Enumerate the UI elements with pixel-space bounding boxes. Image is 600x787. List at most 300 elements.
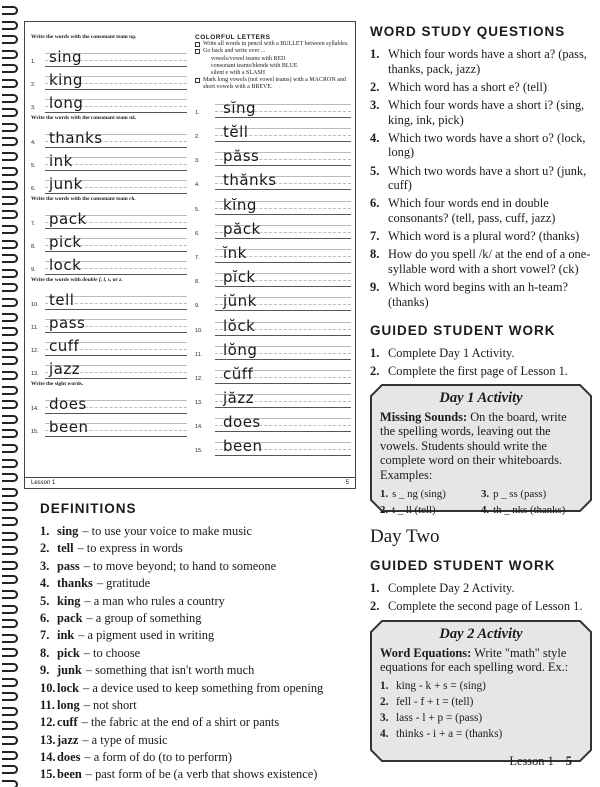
row-number: 2. — [31, 82, 36, 88]
handwriting-row — [31, 171, 191, 194]
row-number: 8. — [195, 279, 200, 286]
example-item — [481, 504, 582, 516]
handwritten-word: ink — [49, 152, 73, 170]
definition-text: – a form of do (to to perform) — [84, 750, 233, 765]
handwriting-row — [195, 166, 355, 190]
guided-work-item — [370, 346, 592, 361]
spiral-coil — [2, 473, 18, 482]
item-text: Which word is a plural word? (thanks) — [388, 229, 580, 244]
handwritten-word: been — [223, 437, 263, 456]
handwriting-row — [31, 148, 191, 171]
handwriting-row — [31, 206, 191, 229]
example-number: 4. — [380, 727, 389, 740]
day2-activity-body: Word Equations: Write "math" style equations for each spelling word. Ex.: — [380, 645, 569, 675]
example-item — [481, 488, 582, 500]
definition-word: cuff — [57, 715, 78, 730]
handwritten-word: jŭnk — [223, 292, 257, 311]
colorful-subitem: consonant teams/blends with BLUE — [211, 62, 298, 69]
spiral-coil — [2, 79, 18, 88]
spiral-coil — [2, 123, 18, 132]
spiral-binding — [0, 0, 22, 787]
definition-text: – a device used to keep something from opening — [83, 680, 324, 695]
spiral-coil — [2, 342, 18, 351]
spiral-coil — [2, 692, 18, 701]
definition-word: lock — [57, 680, 80, 695]
spiral-coil — [2, 429, 18, 438]
spiral-coil — [2, 94, 18, 103]
section-instruction — [31, 196, 191, 202]
spiral-coil — [2, 298, 18, 307]
question-item — [370, 47, 592, 76]
handwritten-word: does — [49, 395, 87, 413]
definition-text: – a pigment used in writing — [78, 628, 215, 643]
definition-item — [40, 715, 360, 730]
instruction-text: Write the words with the consonant team — [31, 115, 128, 121]
spiral-coil — [2, 532, 18, 541]
item-number: 6. — [40, 610, 50, 625]
handwriting-row — [195, 94, 355, 118]
item-text: Complete the first page of Lesson 1. — [388, 364, 568, 379]
item-number: 5. — [40, 593, 50, 608]
item-text: Which two words have a short o? (lock, long) — [388, 130, 586, 160]
definition-text: – past form of be (a verb that shows existence) — [85, 767, 318, 782]
day2-examples — [380, 680, 582, 740]
definition-item — [40, 628, 360, 643]
row-number: 3. — [195, 158, 200, 165]
handwritten-word: sing — [49, 48, 83, 66]
handwriting-row — [195, 142, 355, 166]
definition-item — [40, 594, 360, 609]
spiral-coil — [2, 21, 18, 30]
handwritten-word: thanks — [49, 129, 103, 147]
definition-text: – to use your voice to make music — [82, 524, 253, 538]
item-number: 5. — [370, 163, 380, 178]
instruction-emphasis: nk. — [129, 115, 137, 121]
colorful-letters-title: COLORFUL LETTERS — [195, 34, 271, 41]
item-number: 12. — [40, 715, 56, 730]
handwritten-word: ĭnk — [223, 243, 247, 262]
checkbox-icon — [195, 49, 200, 54]
handwritten-word: pick — [49, 233, 82, 251]
handwriting-row — [195, 215, 355, 239]
item-number: 6. — [370, 196, 380, 211]
page-footer — [509, 754, 572, 769]
definition-text: – a type of music — [82, 732, 168, 747]
word-study-questions — [370, 47, 592, 309]
day1-examples — [380, 488, 582, 516]
item-number: 1. — [40, 524, 50, 538]
spiral-coil — [2, 502, 18, 511]
handwritten-word: junk — [49, 175, 83, 193]
handwritten-word: lŏng — [223, 340, 258, 359]
row-number: 5. — [31, 163, 36, 169]
spiral-coil — [2, 64, 18, 73]
item-number: 13. — [40, 732, 56, 747]
definition-text: – to choose — [83, 645, 141, 660]
handwriting-row — [31, 125, 191, 148]
definition-item — [40, 611, 360, 626]
colorful-subitem: vowels/vowel teams with RED — [211, 55, 286, 62]
spiral-coil — [2, 648, 18, 657]
definition-text: – to move beyond; to hand to someone — [83, 558, 277, 573]
example-text: thinks - i + a = (thanks) — [396, 727, 503, 740]
item-text: Which word has a short e? (tell) — [388, 79, 547, 94]
example-text: lass - l + p = (pass) — [396, 711, 483, 724]
definition-word: pack — [57, 610, 83, 625]
item-number: 1. — [370, 346, 380, 361]
guided-work-title: GUIDED STUDENT WORK — [370, 323, 556, 339]
instruction-text: Write the words with — [31, 277, 81, 283]
guided-work-list — [370, 581, 592, 614]
definitions-title: DEFINITIONS — [40, 501, 137, 516]
row-number: 4. — [31, 140, 36, 146]
question-item — [370, 196, 592, 225]
example-number: 3. — [380, 711, 389, 724]
row-number: 15. — [31, 429, 39, 435]
item-number: 8. — [40, 645, 50, 660]
spiral-coil — [2, 415, 18, 424]
item-number: 3. — [370, 97, 380, 112]
spiral-coil — [2, 327, 18, 336]
definition-item — [40, 646, 360, 661]
example-item — [380, 712, 582, 724]
definition-text: – something that isn't worth much — [85, 663, 255, 678]
item-number: 7. — [370, 229, 380, 244]
instruction-text: Write the sight words. — [31, 381, 84, 387]
section-instruction — [31, 277, 191, 283]
item-number: 2. — [370, 364, 380, 379]
word-study-title: WORD STUDY QUESTIONS — [370, 24, 566, 39]
definition-word: pass — [57, 558, 80, 573]
handwritten-word: tĕll — [223, 123, 249, 141]
handwriting-row — [31, 44, 191, 67]
colorful-subitem: silent e with a SLASH — [211, 70, 265, 77]
marked-word-rows — [195, 94, 355, 457]
handwritten-word: lock — [49, 256, 82, 274]
definition-item — [40, 733, 360, 748]
item-number: 15. — [40, 767, 56, 782]
definition-item — [40, 698, 360, 713]
definition-word: junk — [57, 663, 82, 678]
item-text: Which two words have a short u? (junk, cuff) — [388, 163, 587, 193]
day1-activity-box — [370, 384, 592, 517]
handwritten-word: pĭck — [223, 268, 256, 287]
example-text: s _ ng (sing) — [392, 488, 446, 501]
instruction-text: Write the words with the consonant team — [31, 196, 128, 202]
definition-item — [40, 767, 360, 782]
handwriting-row — [31, 229, 191, 252]
row-number: 10. — [31, 302, 39, 308]
handwriting-row — [31, 90, 191, 113]
lesson-label: Lesson 1 — [509, 754, 554, 768]
item-number: 2. — [370, 79, 380, 94]
row-number: 2. — [195, 134, 200, 140]
item-number: 10. — [40, 680, 56, 695]
item-text: Complete the second page of Lesson 1. — [388, 599, 583, 614]
item-number: 7. — [40, 628, 50, 643]
spiral-coil — [2, 605, 18, 614]
guided-work-item — [370, 364, 592, 379]
handwriting-row — [195, 118, 355, 142]
example-number: 1. — [380, 679, 389, 692]
row-number: 6. — [31, 186, 36, 192]
spiral-coil — [2, 6, 18, 15]
item-number: 11. — [40, 697, 55, 712]
row-number: 14. — [31, 406, 39, 412]
handwriting-row — [195, 360, 355, 384]
definition-word: ink — [57, 628, 75, 643]
student-page-thumbnail — [24, 21, 356, 489]
definition-word: long — [57, 697, 80, 712]
spiral-coil — [2, 546, 18, 555]
handwritten-word: kĭng — [223, 195, 257, 214]
page-number: 5 — [565, 754, 572, 768]
spiral-coil — [2, 386, 18, 395]
definition-text: – the fabric at the end of a shirt or pants — [81, 715, 280, 730]
instruction-emphasis: double f, l, s, — [82, 277, 112, 283]
checkbox-icon — [195, 78, 200, 83]
handwritten-word: king — [49, 71, 83, 89]
spiral-coil — [2, 254, 18, 263]
handwritten-word: cŭff — [223, 364, 254, 383]
item-text: Complete Day 2 Activity. — [388, 581, 515, 595]
guided-work-item — [370, 581, 592, 596]
definition-item — [40, 750, 360, 765]
handwriting-row — [195, 311, 355, 335]
handwriting-row — [195, 263, 355, 287]
spiral-coil — [2, 736, 18, 745]
row-number: 12. — [195, 375, 203, 382]
teacher-notes-column — [370, 24, 592, 517]
section-instruction — [31, 381, 191, 387]
colorful-item: Mark long vowels (not vowel teams) with a MACRON and short vowels with a BREVE. — [195, 77, 355, 91]
row-number: 1. — [195, 109, 200, 116]
spiral-coil — [2, 225, 18, 234]
spiral-coil — [2, 663, 18, 672]
example-text: king - k + s = (sing) — [396, 679, 486, 692]
row-number: 10. — [195, 327, 203, 334]
spiral-coil — [2, 240, 18, 249]
colorful-item: Write all words in pencil with a BULLET between syllables. — [195, 41, 355, 48]
row-number: 15. — [195, 448, 203, 455]
spiral-coil — [2, 765, 18, 774]
example-item — [380, 680, 582, 692]
day1-activity-title: Day 1 Activity — [439, 390, 523, 407]
row-number: 9. — [195, 303, 200, 310]
item-number: 9. — [40, 663, 50, 678]
handwritten-word: lŏck — [223, 316, 256, 335]
item-number: 2. — [370, 599, 380, 614]
spiral-coil — [2, 371, 18, 380]
definition-text: – to express in words — [77, 541, 183, 556]
spiral-coil — [2, 210, 18, 219]
question-item — [370, 98, 592, 127]
instruction-emphasis: z. — [119, 277, 123, 283]
guided-work-item — [370, 599, 592, 614]
question-item — [370, 80, 592, 95]
section-instruction — [31, 34, 191, 40]
instruction-emphasis: ck. — [129, 196, 136, 202]
day-two-column — [370, 558, 592, 762]
definition-word: does — [57, 750, 81, 765]
spiral-coil — [2, 35, 18, 44]
spiral-coil — [2, 400, 18, 409]
thumbnail-footer: Lesson 1 5 — [25, 477, 355, 488]
example-text: fell - f + t = (tell) — [396, 695, 474, 708]
item-text: How do you spell /k/ at the end of a one-syllable word with a short vowel? (ck) — [388, 247, 591, 276]
day2-activity-box — [370, 620, 592, 762]
definition-item — [40, 559, 360, 574]
handwriting-row — [31, 67, 191, 90]
spiral-coil — [2, 181, 18, 190]
handwriting-row — [195, 432, 355, 456]
spiral-coil — [2, 152, 18, 161]
definition-item — [40, 541, 360, 556]
thumbnail-right-column — [195, 34, 355, 456]
handwritten-word: jăzz — [223, 389, 255, 408]
handwriting-row — [195, 239, 355, 263]
handwriting-row — [195, 336, 355, 360]
item-text: Which four words end in double consonants? (tell, pass, cuff, jazz) — [388, 196, 556, 225]
spiral-coil — [2, 50, 18, 59]
row-number: 3. — [31, 105, 36, 111]
item-number: 3. — [40, 558, 50, 573]
definition-item — [40, 576, 360, 591]
item-text: Which four words have a short i? (sing, king, ink, pick) — [388, 97, 585, 127]
spiral-coil — [2, 751, 18, 760]
instruction-emphasis: ng. — [129, 34, 137, 40]
handwriting-row — [31, 333, 191, 356]
definition-word: thanks — [57, 576, 93, 591]
spiral-coil — [2, 196, 18, 205]
handwriting-row — [195, 287, 355, 311]
day2-activity-title: Day 2 Activity — [439, 625, 523, 642]
definition-word: been — [57, 767, 82, 782]
item-text: Which four words have a short a? (pass, thanks, pack, jazz) — [388, 47, 587, 76]
guided-work-list — [370, 346, 592, 379]
checkbox-icon — [195, 42, 200, 47]
spiral-coil — [2, 444, 18, 453]
row-number: 6. — [195, 230, 200, 237]
spiral-coil — [2, 561, 18, 570]
definition-text: – a man who rules a country — [84, 593, 225, 608]
example-number: 1. — [380, 488, 389, 501]
definition-word: pick — [57, 645, 80, 660]
spiral-coil — [2, 721, 18, 730]
spiral-coil — [2, 678, 18, 687]
row-number: 14. — [195, 424, 203, 431]
definition-word: tell — [57, 541, 74, 556]
spiral-coil — [2, 619, 18, 628]
item-text: Complete Day 1 Activity. — [388, 346, 515, 361]
row-number: 12. — [31, 348, 39, 354]
handwritten-word: pack — [49, 210, 87, 228]
example-number: 2. — [380, 504, 389, 517]
handwriting-row — [31, 414, 191, 437]
row-number: 7. — [195, 254, 200, 261]
row-number: 11. — [31, 325, 39, 331]
section-instruction — [31, 115, 191, 121]
row-number: 13. — [195, 400, 203, 407]
item-number: 2. — [40, 541, 50, 556]
row-number: 11. — [195, 351, 203, 358]
example-text: p _ ss (pass) — [493, 488, 547, 501]
handwriting-row — [31, 310, 191, 333]
spiral-coil — [2, 137, 18, 146]
definition-item — [40, 681, 360, 696]
handwritten-word: pass — [49, 314, 86, 332]
handwritten-word: cuff — [49, 337, 80, 355]
item-number: 14. — [40, 750, 56, 765]
item-text: Which word begins with an h-team? (thanks) — [388, 280, 568, 309]
row-number: 9. — [31, 267, 36, 273]
example-text: th _ nks (thanks) — [493, 504, 566, 517]
instruction-text: Write the words with the consonant team — [31, 34, 128, 40]
question-item — [370, 280, 592, 309]
day-two-heading: Day Two — [370, 526, 440, 547]
spiral-coil — [2, 313, 18, 322]
question-item — [370, 229, 592, 244]
spiral-coil — [2, 488, 18, 497]
definitions-list — [40, 524, 360, 783]
spiral-coil — [2, 634, 18, 643]
row-number: 13. — [31, 371, 39, 377]
row-number: 4. — [195, 182, 200, 189]
handwriting-row — [195, 408, 355, 432]
item-number: 8. — [370, 247, 380, 262]
handwriting-row — [195, 190, 355, 214]
item-number: 9. — [370, 280, 380, 295]
spiral-coil — [2, 707, 18, 716]
colorful-item: Go back and write over ... — [195, 48, 355, 55]
definition-word: king — [57, 593, 81, 608]
row-number: 5. — [195, 206, 200, 213]
guided-work-title: GUIDED STUDENT WORK — [370, 558, 556, 573]
spiral-coil — [2, 459, 18, 468]
row-number: 1. — [31, 59, 36, 65]
example-item — [380, 488, 481, 500]
handwritten-word: thănks — [223, 171, 277, 190]
handwriting-row — [31, 252, 191, 275]
example-number: 4. — [481, 504, 490, 517]
example-item — [380, 504, 481, 516]
definition-text: – gratitude — [96, 576, 151, 591]
handwritten-word: long — [49, 94, 84, 112]
example-item — [380, 728, 582, 740]
handwritten-word: does — [223, 413, 261, 432]
handwriting-row — [31, 356, 191, 379]
handwritten-word: păss — [223, 147, 260, 166]
handwriting-row — [31, 287, 191, 310]
spiral-coil — [2, 517, 18, 526]
handwritten-word: jazz — [49, 360, 81, 378]
handwriting-row — [31, 391, 191, 414]
example-number: 2. — [380, 695, 389, 708]
spiral-coil — [2, 167, 18, 176]
example-item — [380, 696, 582, 708]
question-item — [370, 164, 592, 193]
spiral-coil — [2, 575, 18, 584]
day1-activity-body: Missing Sounds: On the board, write the spelling words, leaving out the vowels. Students should write the complete word on their whiteboards. Examples: — [380, 410, 567, 482]
definition-text: – not short — [83, 697, 137, 712]
example-text: t _ ll (tell) — [392, 504, 436, 517]
spiral-coil — [2, 108, 18, 117]
item-number: 1. — [370, 47, 380, 61]
spiral-coil — [2, 780, 18, 787]
handwritten-word: sĭng — [223, 98, 257, 117]
handwritten-word: tell — [49, 291, 75, 309]
definitions-section — [40, 501, 360, 785]
